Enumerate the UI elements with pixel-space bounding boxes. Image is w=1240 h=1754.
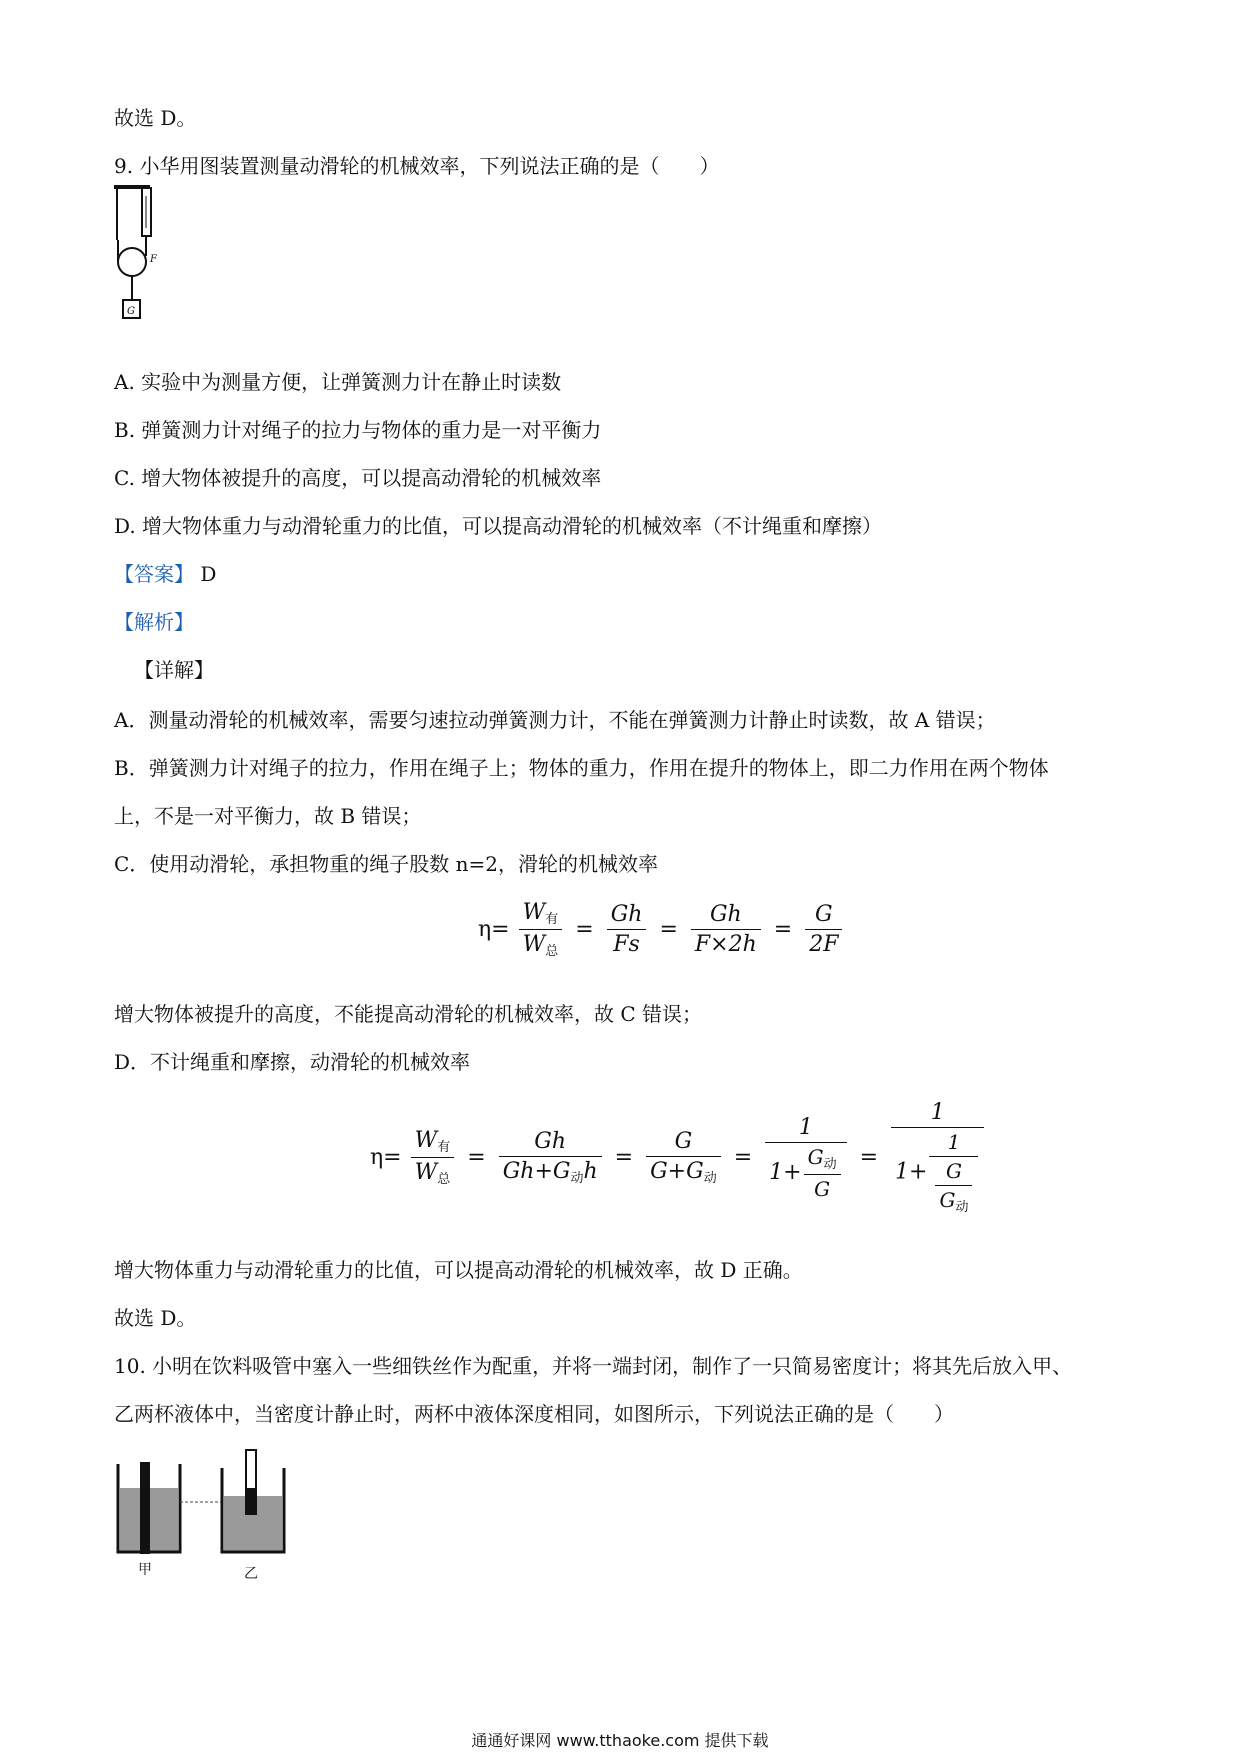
label-G: G [127, 306, 135, 317]
explain-b-2: 上，不是一对平衡力，故 B 错误； [114, 804, 422, 828]
efficiency-formula-2: η= $\frac{W_有}{W_总}$ = $\frac{Gh}{Gh+G_动h}$ = $\frac{G}{G+G_动}$ = 1 1+ $\frac{G_动}{G}$ = 1 1+ $\frac{1}{\frac{G}{G_动}}$ [370, 1100, 986, 1215]
option-a: A. 实验中为测量方便，让弹簧测力计在静止时读数 [114, 370, 562, 394]
answer-line [114, 560, 216, 588]
analysis-tag: 【解析】 [114, 610, 194, 634]
densimeter-figure [112, 1448, 292, 1588]
label-F: F [150, 254, 157, 265]
option-d: D. 增大物体重力与动滑轮重力的比值，可以提高动滑轮的机械效率（不计绳重和摩擦） [114, 514, 883, 538]
pulley-figure [112, 182, 172, 340]
explain-d-2: 增大物体重力与动滑轮重力的比值，可以提高动滑轮的机械效率，故 D 正确。 [114, 1258, 803, 1282]
label-yi: 乙 [244, 1566, 258, 1582]
question-10-line-1: 10. 小明在饮料吸管中塞入一些细铁丝作为配重，并将一端封闭，制作了一只简易密度计；将其先后放入甲、 [114, 1354, 1073, 1378]
explain-c-2: 增大物体被提升的高度，不能提高动滑轮的机械效率，故 C 错误； [114, 1002, 703, 1026]
question-9: 9. 小华用图装置测量动滑轮的机械效率，下列说法正确的是（ ） [114, 154, 720, 178]
answer-value: D [200, 562, 217, 586]
explain-d: D．不计绳重和摩擦，动滑轮的机械效率 [114, 1050, 471, 1074]
explain-c: C．使用动滑轮，承担物重的绳子股数 n=2，滑轮的机械效率 [114, 852, 659, 876]
conclusion-line-2: 故选 D。 [114, 1306, 197, 1330]
label-jia: 甲 [138, 1562, 152, 1578]
option-b: B. 弹簧测力计对绳子的拉力与物体的重力是一对平衡力 [114, 418, 602, 442]
explain-a: A．测量动滑轮的机械效率，需要匀速拉动弹簧测力计，不能在弹簧测力计静止时读数，故 A 错误； [114, 708, 996, 732]
question-10-line-2: 乙两杯液体中，当密度计静止时，两杯中液体深度相同，如图所示，下列说法正确的是（ ） [114, 1402, 954, 1426]
option-c: C. 增大物体被提升的高度，可以提高动滑轮的机械效率 [114, 466, 602, 490]
conclusion-line-1: 故选 D。 [114, 106, 197, 130]
explain-b-1: B．弹簧测力计对绳子的拉力，作用在绳子上；物体的重力，作用在提升的物体上，即二力作用在两个物体 [114, 756, 1049, 780]
page-footer: 通通好课网 www.tthaoke.com 提供下载 [471, 1731, 769, 1750]
efficiency-formula-1: η= $\frac{W_有}{W_总}$ = $\frac{Gh}{Fs}$ = $\frac{Gh}{F\times 2h}$ = $\frac{G}{2F}$ [478, 900, 844, 959]
answer-tag: 【答案】 [114, 562, 194, 586]
detail-tag: 【详解】 [134, 658, 214, 682]
